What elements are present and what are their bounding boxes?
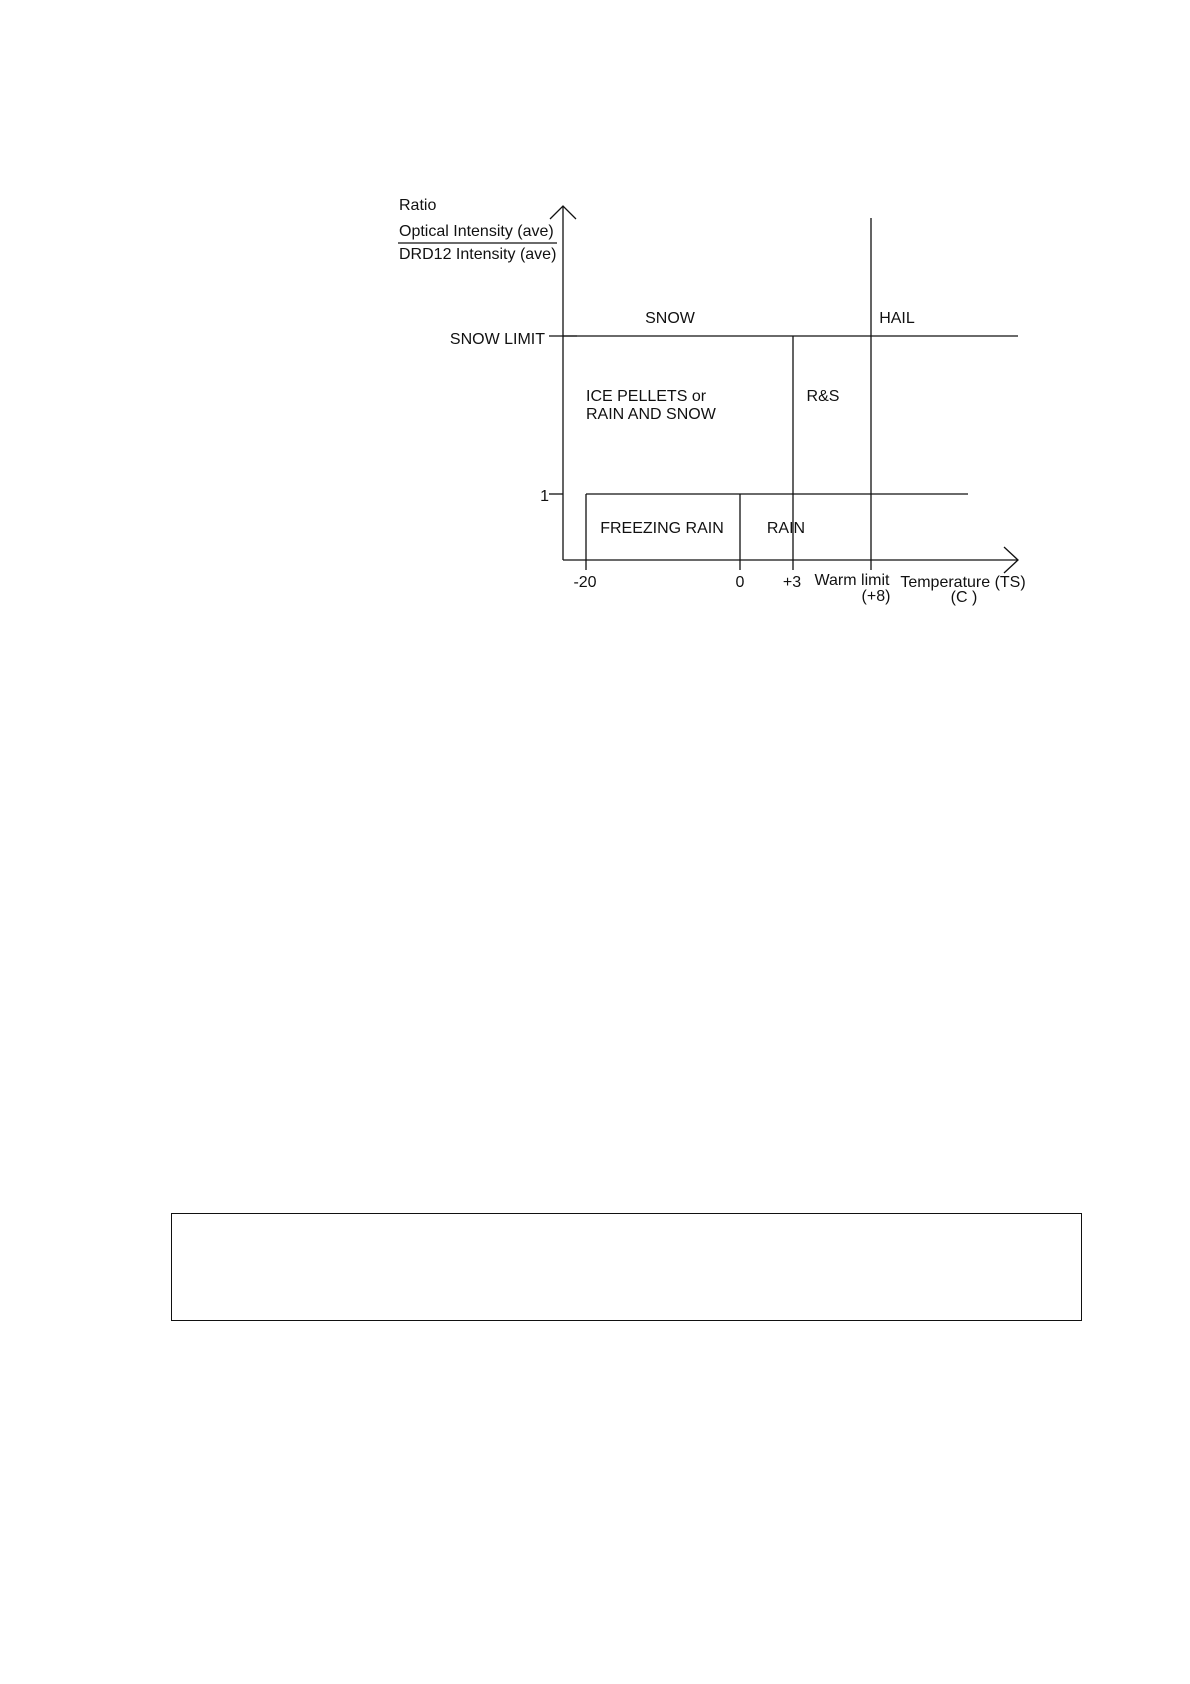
- x-tick-zero: 0: [735, 574, 745, 591]
- empty-note-box: [171, 1213, 1082, 1321]
- region-rain: RAIN: [766, 520, 806, 537]
- y-axis-title: Ratio: [399, 197, 437, 214]
- y-axis-denominator: DRD12 Intensity (ave): [399, 246, 557, 263]
- x-tick-warm-limit: Warm limit: [814, 572, 890, 589]
- region-freezing-rain: FREEZING RAIN: [600, 520, 724, 537]
- x-tick-plus-three: +3: [782, 574, 802, 591]
- region-snow: SNOW: [645, 310, 695, 327]
- region-r-and-s: R&S: [806, 388, 840, 405]
- y-tick-one: 1: [540, 488, 549, 505]
- x-axis-title: Temperature (TS): [900, 574, 1026, 591]
- region-rain-and-snow-mix: RAIN AND SNOW: [586, 406, 716, 423]
- x-axis-unit: (C ): [950, 589, 978, 606]
- y-tick-snow-limit: SNOW LIMIT: [449, 331, 545, 348]
- region-hail: HAIL: [879, 310, 915, 327]
- region-ice-pellets: ICE PELLETS or: [586, 388, 707, 405]
- precipitation-type-diagram: [0, 0, 1190, 700]
- x-tick-warm-limit-value: (+8): [861, 588, 891, 605]
- y-axis-numerator: Optical Intensity (ave): [399, 223, 554, 240]
- x-tick-minus-twenty: -20: [573, 574, 597, 591]
